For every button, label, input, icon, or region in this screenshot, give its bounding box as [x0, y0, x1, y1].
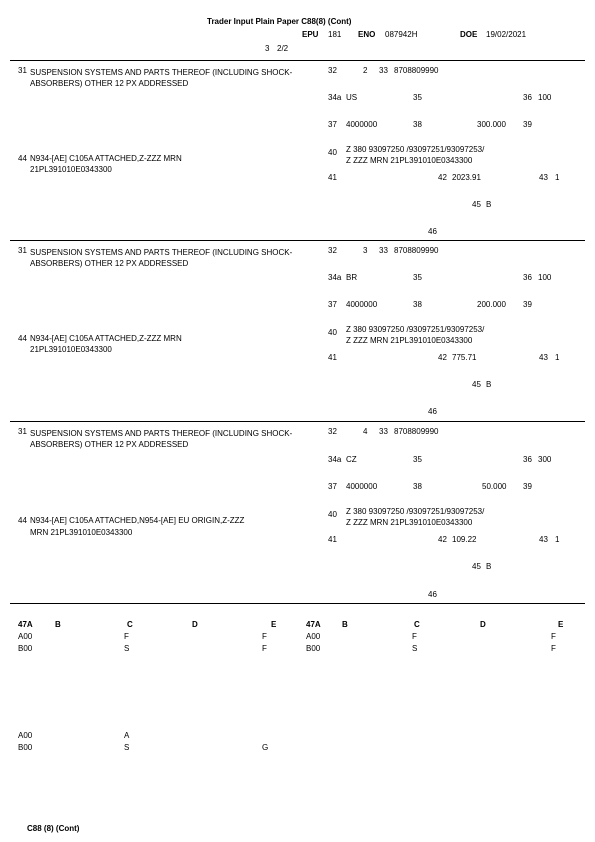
box-39-label: 39 [523, 300, 532, 309]
doe-label: DOE [460, 30, 478, 39]
procedure-code: 4000000 [346, 300, 378, 309]
box-42-label: 42 [438, 535, 447, 544]
adjustment: B [486, 562, 492, 571]
box-41-label: 41 [328, 173, 337, 182]
page-number: 3 [265, 44, 270, 53]
previous-document-line2: Z ZZZ MRN 21PL391010E0343300 [346, 518, 473, 527]
previous-document-line2: Z ZZZ MRN 21PL391010E0343300 [346, 156, 473, 165]
previous-document: Z 380 93097250 /93097251/93097253/ [346, 507, 485, 516]
box-31-label: 31 [18, 246, 27, 255]
box-32-label: 32 [328, 66, 337, 75]
box-38-label: 38 [413, 120, 422, 129]
box-31-label: 31 [18, 66, 27, 75]
additional-info-line2: 21PL391010E0343300 [30, 345, 112, 354]
goods-description: SUSPENSION SYSTEMS AND PARTS THEREOF (INCLUDING SHOCK-ABSORBERS) OTHER 12 PX ADDRESSED [30, 68, 293, 88]
item-price: 109.22 [452, 535, 477, 544]
tax-section-label: 47A [18, 620, 33, 629]
box-34a-label: 34a [328, 455, 342, 464]
box-45-label: 45 [472, 562, 481, 571]
item-price: 2023.91 [452, 173, 481, 182]
box-33-label: 33 [379, 246, 388, 255]
box-36-label: 36 [523, 455, 532, 464]
divider [10, 240, 585, 241]
box-43-label: 43 [539, 353, 548, 362]
box-35-label: 35 [413, 273, 422, 282]
tax-col-header: C [414, 620, 420, 629]
box-42-label: 42 [438, 353, 447, 362]
goods-description: SUSPENSION SYSTEMS AND PARTS THEREOF (INCLUDING SHOCK-ABSORBERS) OTHER 12 PX ADDRESSED [30, 429, 293, 449]
box-42-label: 42 [438, 173, 447, 182]
box-41-label: 41 [328, 535, 337, 544]
box-40-label: 40 [328, 148, 337, 157]
divider [10, 603, 585, 604]
tax-base: F [124, 632, 129, 641]
divider [10, 421, 585, 422]
tax-base: F [412, 632, 417, 641]
box-32-label: 32 [328, 427, 337, 436]
box-37-label: 37 [328, 120, 337, 129]
tax-col-header: D [480, 620, 486, 629]
adjustment: B [486, 380, 492, 389]
origin-country: US [346, 93, 358, 102]
additional-info: N934-[AE] C105A ATTACHED,Z-ZZZ MRN [30, 154, 182, 163]
tax-type: A00 [18, 632, 33, 641]
tax-mop: F [262, 632, 267, 641]
tax-mop: F [262, 644, 267, 653]
goods-description: SUSPENSION SYSTEMS AND PARTS THEREOF (INCLUDING SHOCK-ABSORBERS) OTHER 12 PX ADDRESSED [30, 248, 293, 268]
box-40-label: 40 [328, 510, 337, 519]
box-35-label: 35 [413, 455, 422, 464]
tax-section-label: 47A [306, 620, 321, 629]
tax-mop: F [551, 644, 556, 653]
box-31-label: 31 [18, 427, 27, 436]
tax-base: S [124, 743, 130, 752]
procedure-code: 4000000 [346, 120, 378, 129]
box-36-label: 36 [523, 273, 532, 282]
net-mass: 50.000 [482, 482, 507, 491]
box-43-label: 43 [539, 173, 548, 182]
tax-type: A00 [18, 731, 33, 740]
tax-col-header: B [55, 620, 61, 629]
tax-type: A00 [306, 632, 321, 641]
box-43-label: 43 [539, 535, 548, 544]
additional-info: N934-[AE] C105A ATTACHED,Z-ZZZ MRN [30, 334, 182, 343]
preference: 100 [538, 93, 552, 102]
box-45-label: 45 [472, 380, 481, 389]
tax-col-header: B [342, 620, 348, 629]
item-price: 775.71 [452, 353, 477, 362]
tax-mop: G [262, 743, 269, 752]
tax-type: B00 [18, 743, 33, 752]
previous-document-line2: Z ZZZ MRN 21PL391010E0343300 [346, 336, 473, 345]
box-46-label: 46 [428, 590, 437, 599]
tax-col-header: E [271, 620, 277, 629]
tax-type: B00 [18, 644, 33, 653]
box-34a-label: 34a [328, 93, 342, 102]
box-32-label: 32 [328, 246, 337, 255]
box-39-label: 39 [523, 120, 532, 129]
tax-mop: F [551, 632, 556, 641]
tax-base: A [124, 731, 130, 740]
box-46-label: 46 [428, 407, 437, 416]
box-46-label: 46 [428, 227, 437, 236]
valuation-method: 1 [555, 353, 560, 362]
box-41-label: 41 [328, 353, 337, 362]
item-number: 2 [363, 66, 368, 75]
eno-value: 087942H [385, 30, 418, 39]
tax-type: B00 [306, 644, 321, 653]
tax-base: S [412, 644, 418, 653]
valuation-method: 1 [555, 173, 560, 182]
epu-label: EPU [302, 30, 319, 39]
item-number: 3 [363, 246, 368, 255]
tax-col-header: E [558, 620, 564, 629]
box-38-label: 38 [413, 300, 422, 309]
box-36-label: 36 [523, 93, 532, 102]
item-number: 4 [363, 427, 368, 436]
origin-country: CZ [346, 455, 357, 464]
commodity-code: 8708809990 [394, 427, 439, 436]
additional-info-line2: MRN 21PL391010E0343300 [30, 528, 133, 537]
previous-document: Z 380 93097250 /93097251/93097253/ [346, 325, 485, 334]
preference: 300 [538, 455, 552, 464]
tax-base: S [124, 644, 130, 653]
box-44-label: 44 [18, 154, 27, 163]
commodity-code: 8708809990 [394, 66, 439, 75]
preference: 100 [538, 273, 552, 282]
box-44-label: 44 [18, 334, 27, 343]
epu-value: 181 [328, 30, 342, 39]
procedure-code: 4000000 [346, 482, 378, 491]
net-mass: 200.000 [477, 300, 506, 309]
commodity-code: 8708809990 [394, 246, 439, 255]
box-44-label: 44 [18, 516, 27, 525]
additional-info-line2: 21PL391010E0343300 [30, 165, 112, 174]
additional-info: N934-[AE] C105A ATTACHED,N954-[AE] EU ORIGIN,Z-ZZZ [30, 516, 245, 525]
previous-document: Z 380 93097250 /93097251/93097253/ [346, 145, 485, 154]
origin-country: BR [346, 273, 358, 282]
box-39-label: 39 [523, 482, 532, 491]
box-33-label: 33 [379, 427, 388, 436]
eno-label: ENO [358, 30, 376, 39]
doe-value: 19/02/2021 [486, 30, 527, 39]
box-45-label: 45 [472, 200, 481, 209]
adjustment: B [486, 200, 492, 209]
box-38-label: 38 [413, 482, 422, 491]
page-of: 2/2 [277, 44, 289, 53]
box-35-label: 35 [413, 93, 422, 102]
tax-col-header: D [192, 620, 198, 629]
box-37-label: 37 [328, 300, 337, 309]
box-34a-label: 34a [328, 273, 342, 282]
page-title: Trader Input Plain Paper C88(8) (Cont) [207, 17, 352, 26]
valuation-method: 1 [555, 535, 560, 544]
divider [10, 60, 585, 61]
box-33-label: 33 [379, 66, 388, 75]
box-40-label: 40 [328, 328, 337, 337]
form-footer: C88 (8) (Cont) [27, 824, 80, 833]
tax-col-header: C [127, 620, 133, 629]
net-mass: 300.000 [477, 120, 506, 129]
box-37-label: 37 [328, 482, 337, 491]
